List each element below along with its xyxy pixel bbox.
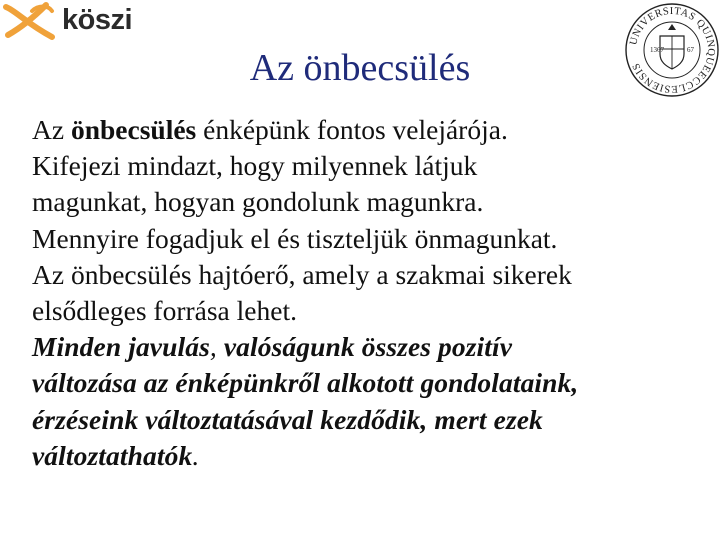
text: Az <box>32 114 71 145</box>
bold-text: önbecsülés <box>70 114 197 145</box>
body-text <box>32 112 712 474</box>
text: magunkat, hogyan gondolunk magunkra. <box>32 186 484 218</box>
seal-year-right: 67 <box>687 46 694 54</box>
text: énképünk fontos velejárója. <box>196 114 508 145</box>
bold-text: változása az énképünkről alkotott gondolataink, <box>32 367 579 399</box>
text: . <box>192 439 200 471</box>
paragraph-line <box>32 112 712 148</box>
bold-text: változtathatók <box>32 439 193 471</box>
paragraph <box>32 112 712 329</box>
paragraph-line <box>32 438 712 474</box>
text: Mennyire fogadjuk el és tiszteljük önmagunkat. <box>32 222 558 254</box>
text: , <box>209 331 224 363</box>
bold-text: érzéseink változtatásával kezdődik, mert ezek <box>32 403 543 435</box>
bold-text: valóságunk összes pozitív <box>223 331 513 363</box>
text: Kifejezi mindazt, hogy milyennek látjuk <box>32 150 478 182</box>
logo <box>0 0 140 44</box>
paragraph-line <box>32 365 712 401</box>
text: elsődleges forrása lehet. <box>32 295 297 327</box>
orange-swoosh-x-icon <box>2 1 60 41</box>
seal-year-left: 1367 <box>650 46 664 54</box>
seal-ring-text: UNIVERSITAS QUINQUEECCLESIENSIS <box>628 5 717 95</box>
paragraph-line <box>32 148 712 184</box>
paragraph <box>32 329 712 474</box>
paragraph-line <box>32 257 712 293</box>
paragraph-line <box>32 221 712 257</box>
paragraph-line <box>32 293 712 329</box>
paragraph-line <box>32 329 712 365</box>
logo-text: köszi <box>62 4 133 36</box>
page-title: Az önbecsülés <box>249 47 471 89</box>
paragraph-line <box>32 402 712 438</box>
paragraph-line <box>32 184 712 220</box>
bold-text: Minden javulás <box>32 331 210 363</box>
text: Az önbecsülés hajtóerő, amely a szakmai sikerek <box>32 258 572 290</box>
